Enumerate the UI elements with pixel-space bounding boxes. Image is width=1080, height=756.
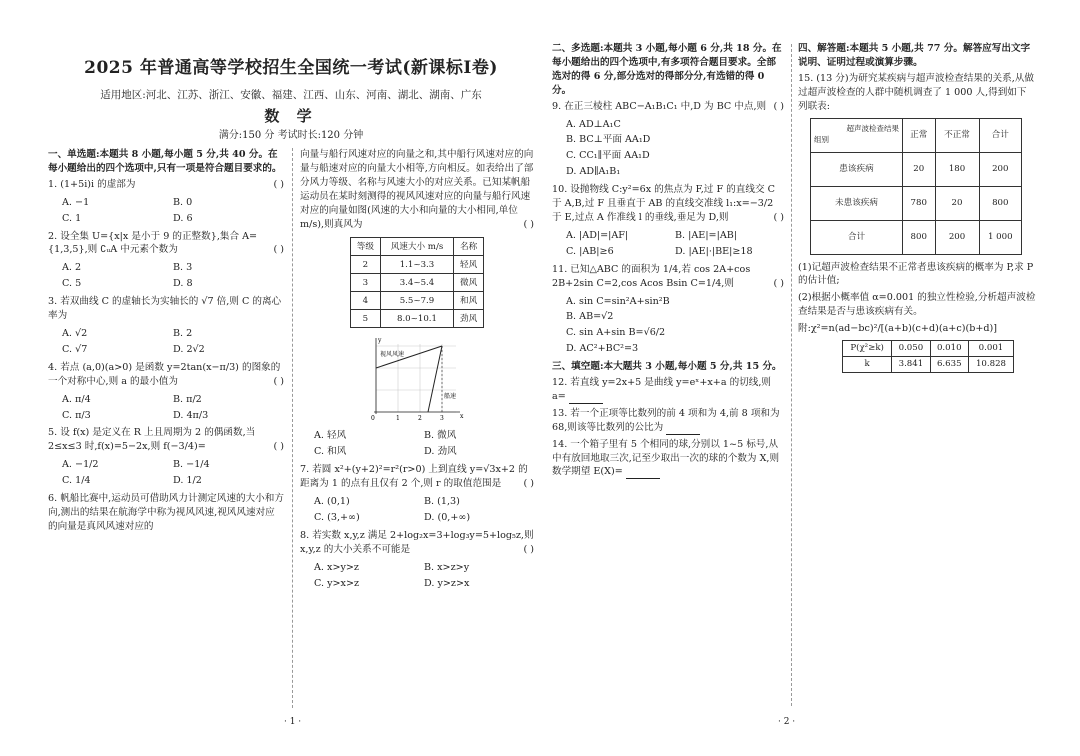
chi-square-table: P(χ²≥k) 0.050 0.010 0.001 k 3.841 6.635 10.828 [842,340,1014,373]
tick-2: 2 [418,415,422,423]
question-13: 13. 若一个正项等比数列的前 4 项和为 4,前 8 项和为 68,则该等比数列的公比为 [552,407,780,433]
options: A. 轻风 B. 微风 C. 和风 D. 劲风 [314,430,457,458]
section-heading: 二、多选题:本题共 3 小题,每小题 6 分,共 18 分。在每小题给出的四个选项中,有多项符合题目要求。全部选对的得 6 分,部分选对的得部分分,有选错的得 0 分。 [552,43,782,96]
part-2: (2)根据小概率值 α=0.001 的独立性检验,分析超声波检查结果是否与患该疾病有关。 [798,292,1036,318]
options: A. x>y>z B. x>z>y C. y>x>z D. y>z>x [314,561,470,589]
answer-blank[interactable] [569,394,603,404]
question-9: 9. 在正三棱柱 ABC−A₁B₁C₁ 中,D 为 BC 中点,则 [552,100,767,112]
column-3: 二、多选题:本题共 3 小题,每小题 6 分,共 18 分。在每小题给出的四个选项中,有多项符合题目要求。全部选对的得 6 分,部分选对的得部分分,有选错的得 0 分。 9. 在正三棱柱 ABC−A₁B₁C₁ 中,D 为 BC 中点,则 ( ) A. AD⊥A₁C B. BC⊥平面 AA₁D C. CC₁∥平面 AA₁D D. AD∥A₁B₁ 10. 设抛物线 C:y²=6x 的焦点为 F,过 F 的直线交 C 于 A,B,过 F 且垂直于 AB 的直线交准线 l₁:x=−3/2 于 E,过点 A 作准线 l 的垂线,垂足为 D,则 ( ) A. |AD|=|AF| B. |AE|=|AB| C. |AB|≥6 D. |AE|·|BE|≥18 11. 已知△ABC 的面积为 1/4,若 cos 2A+cos 2B+2sin C=2,cos Acos Bsin C=1/4,则 ( ) A. sin C=sin²A+sin²B B. AB=√2 C. sin A+sin B=√6/2 D. AC²+BC²=3 三、填空题:本大题共 3 小题,每小题 5 分,共 15 分。 12. 若直线 y=2x+5 是曲线 y=eˣ+x+a 的切线,则 a= 13. 若一个正项等比数列的前 4 项和为 4,前 8 项和为 68,则该等比数列的公比为 14. 一个箱子里有 5 个相同的球,分别以 1~5 标号,从中有放回地取三次,记至少取出一次的球的个数为 X,则数学期望 E(X)= [552,43,784,478]
question-1: 1. (1+5i)i 的虚部为 ( ) [48,178,284,190]
question-4: 4. 若点 (a,0)(a>0) 是函数 y=2tan(x−π/3) 的图象的一个对称中心,则 a 的最小值为 ( ) [48,361,284,387]
page-number-2: · 2 · [778,717,796,727]
subject: 数 学 [264,107,318,125]
section-heading: 三、填空题:本大题共 3 小题,每小题 5 分,共 15 分。 [552,361,782,373]
column-2: 向量与船行风速对应的向量之和,其中船行风速对应的向量与船速对应的向量大小相等,方向相反。如表给出了部分风力等级、名称与风速大小的对应关系。已知某帆船运动员在某时刻测得的视风风速对应的向量与船行风速对应的向量如图(风速的大小和向量的大小相同,单位 m/s),则真风为 ( ) 等级 风速大小 m/s 名称 2 1.1~3.3 轻风 3 3.4~5.4 微风 4 5.5~7.9 和风 5 8.0~10.1 劲风 0 1 2 3 x y 视风风速 船速 A. 轻风 B. 微风 C. 和风 D. 劲风 7. 若圆 x²+(y+2)²=r²(r>0) 上到直线 y=√3x+2 的距离为 1 的点有且仅有 2 个,则 r 的取值范围是 ( ) A. (0,1) B. (1,3) C. (3,+∞) D. (0,+∞) 8. 若实数 x,y,z 满足 2+log₂x=3+log₃y=5+log₅z,则 x,y,z 的大小关系不可能是 ( ) A. x>y>z B. x>z>y C. y>x>z D. y>z>x [300,148,534,595]
options: A. √2 B. 2 C. √7 D. 2√2 [62,327,205,355]
question-6-cont: 向量与船行风速对应的向量之和,其中船行风速对应的向量与船速对应的向量大小相等,方向相反。如表给出了部分风力等级、名称与风速大小的对应关系。已知某帆船运动员在某时刻测得的视风风速对应的向量与船行风速对应的向量如图(风速的大小和向量的大小相同,单位 m/s),则真风为 [300,149,534,230]
vector-diagram [368,334,468,424]
question-2: 2. 设全集 U={x|x 是小于 9 的正整数},集合 A={1,3,5},则 ∁ᵤA 中元素个数为 ( ) [48,230,284,256]
options: A. (0,1) B. (1,3) C. (3,+∞) D. (0,+∞) [314,496,471,523]
page-number-1: · 1 · [284,717,302,727]
options: A. 2 B. 3 C. 5 D. 8 [62,262,193,290]
question-10: 10. 设抛物线 C:y²=6x 的焦点为 F,过 F 的直线交 C 于 A,B,过 F 且垂直于 AB 的直线交准线 l₁:x=−3/2 于 E,过点 A 作准线 l 的垂线,垂足为 D,则 [552,184,775,223]
options: A. −1/2 B. −1/4 C. 1/4 D. 1/2 [62,459,210,487]
divider [292,148,293,708]
question-6: 6. 帆船比赛中,运动员可借助风力计测定风速的大小和方向,测出的结果在航海学中称为视风风速,视风风速对应的向量是真风风速对应的 [48,493,284,532]
question-5: 5. 设 f(x) 是定义在 R 上且周期为 2 的偶函数,当 2≤x≤3 时,f(x)=5−2x,则 f(−3/4)= ( ) [48,427,284,453]
question-8: 8. 若实数 x,y,z 满足 2+log₂x=3+log₃y=5+log₅z,则 x,y,z 的大小关系不可能是 [300,529,534,555]
axis-y-label: y [378,337,382,345]
question-7: 7. 若圆 x²+(y+2)²=r²(r>0) 上到直线 y=√3x+2 的距离为 1 的点有且仅有 2 个,则 r 的取值范围是 [300,464,528,490]
options: A. sin C=sin²A+sin²B B. AB=√2 C. sin A+sin B=√6/2 D. AC²+BC²=3 [566,295,670,355]
answer-blank[interactable] [666,425,700,435]
question-11: 11. 已知△ABC 的面积为 1/4,若 cos 2A+cos 2B+2sin C=2,cos Acos Bsin C=1/4,则 [552,263,751,289]
tick-3: 3 [440,415,444,423]
tick-0: 0 [371,415,375,423]
part-1: (1)记超声波检查结果不正常者患该疾病的概率为 P,求 P 的估计值; [798,261,1034,287]
label-apparent: 视风风速 [380,351,405,359]
axis-x-label: x [460,413,464,421]
label-boat: 船速 [444,393,457,401]
formula: 附:χ²=n(ad−bc)²/[(a+b)(c+d)(a+c)(b+d)] [798,323,998,335]
column-1 [48,148,284,537]
section-heading: 四、解答题:本题共 5 小题,共 77 分。解答应写出文字说明、证明过程或演算步骤。 [798,43,1031,68]
wind-table: 等级 风速大小 m/s 名称 2 1.1~3.3 轻风 3 3.4~5.4 微风 4 5.5~7.9 和风 5 8.0~10.1 劲风 [350,237,484,328]
section-heading: 一、单选题:本题共 8 小题,每小题 5 分,共 40 分。在每小题给出的四个选项中,只有一项是符合题目要求的。 [48,149,282,174]
question-3: 3. 若双曲线 C 的虚轴长为实轴长的 √7 倍,则 C 的离心率为 [48,296,282,322]
question-15: 15. (13 分)为研究某疾病与超声波检查结果的关系,从做过超声波检查的人群中随机调查了 1 000 人,得到如下列联表: [798,72,1034,112]
options: A. |AD|=|AF| B. |AE|=|AB| C. |AB|≥6 D. |AE|·|BE|≥18 [566,229,753,257]
question-12: 12. 若直线 y=2x+5 是曲线 y=eˣ+x+a 的切线,则 a= [552,377,772,402]
column-4 [798,42,1036,373]
boat-speed-vector [428,346,442,412]
paper-title: 2025 年普通高等学校招生全国统一考试(新课标Ⅰ卷) [84,58,498,78]
answer-blank[interactable] [626,469,660,479]
options: A. π/4 B. π/2 C. π/3 D. 4π/3 [62,393,209,421]
tick-1: 1 [396,415,400,423]
divider [791,44,792,706]
options: A. AD⊥A₁C B. BC⊥平面 AA₁D C. CC₁∥平面 AA₁D D. AD∥A₁B₁ [566,118,651,178]
exam-meta: 满分:150 分 考试时长:120 分钟 [218,130,364,141]
options: A. −1 B. 0 C. 1 D. 6 [62,196,193,224]
question-14: 14. 一个箱子里有 5 个相同的球,分别以 1~5 标号,从中有放回地取三次,记至少取出一次的球的个数为 X,则数学期望 E(X)= [552,438,780,478]
contingency-table: 超声波检查结果 组别 正常 不正常 合计 患该疾病 20 180 200 未患该疾病 780 20 800 合计 800 200 1 000 [810,118,1022,255]
regions: 适用地区:河北、江苏、浙江、安徽、福建、江西、山东、河南、湖北、湖南、广东 [100,89,482,101]
